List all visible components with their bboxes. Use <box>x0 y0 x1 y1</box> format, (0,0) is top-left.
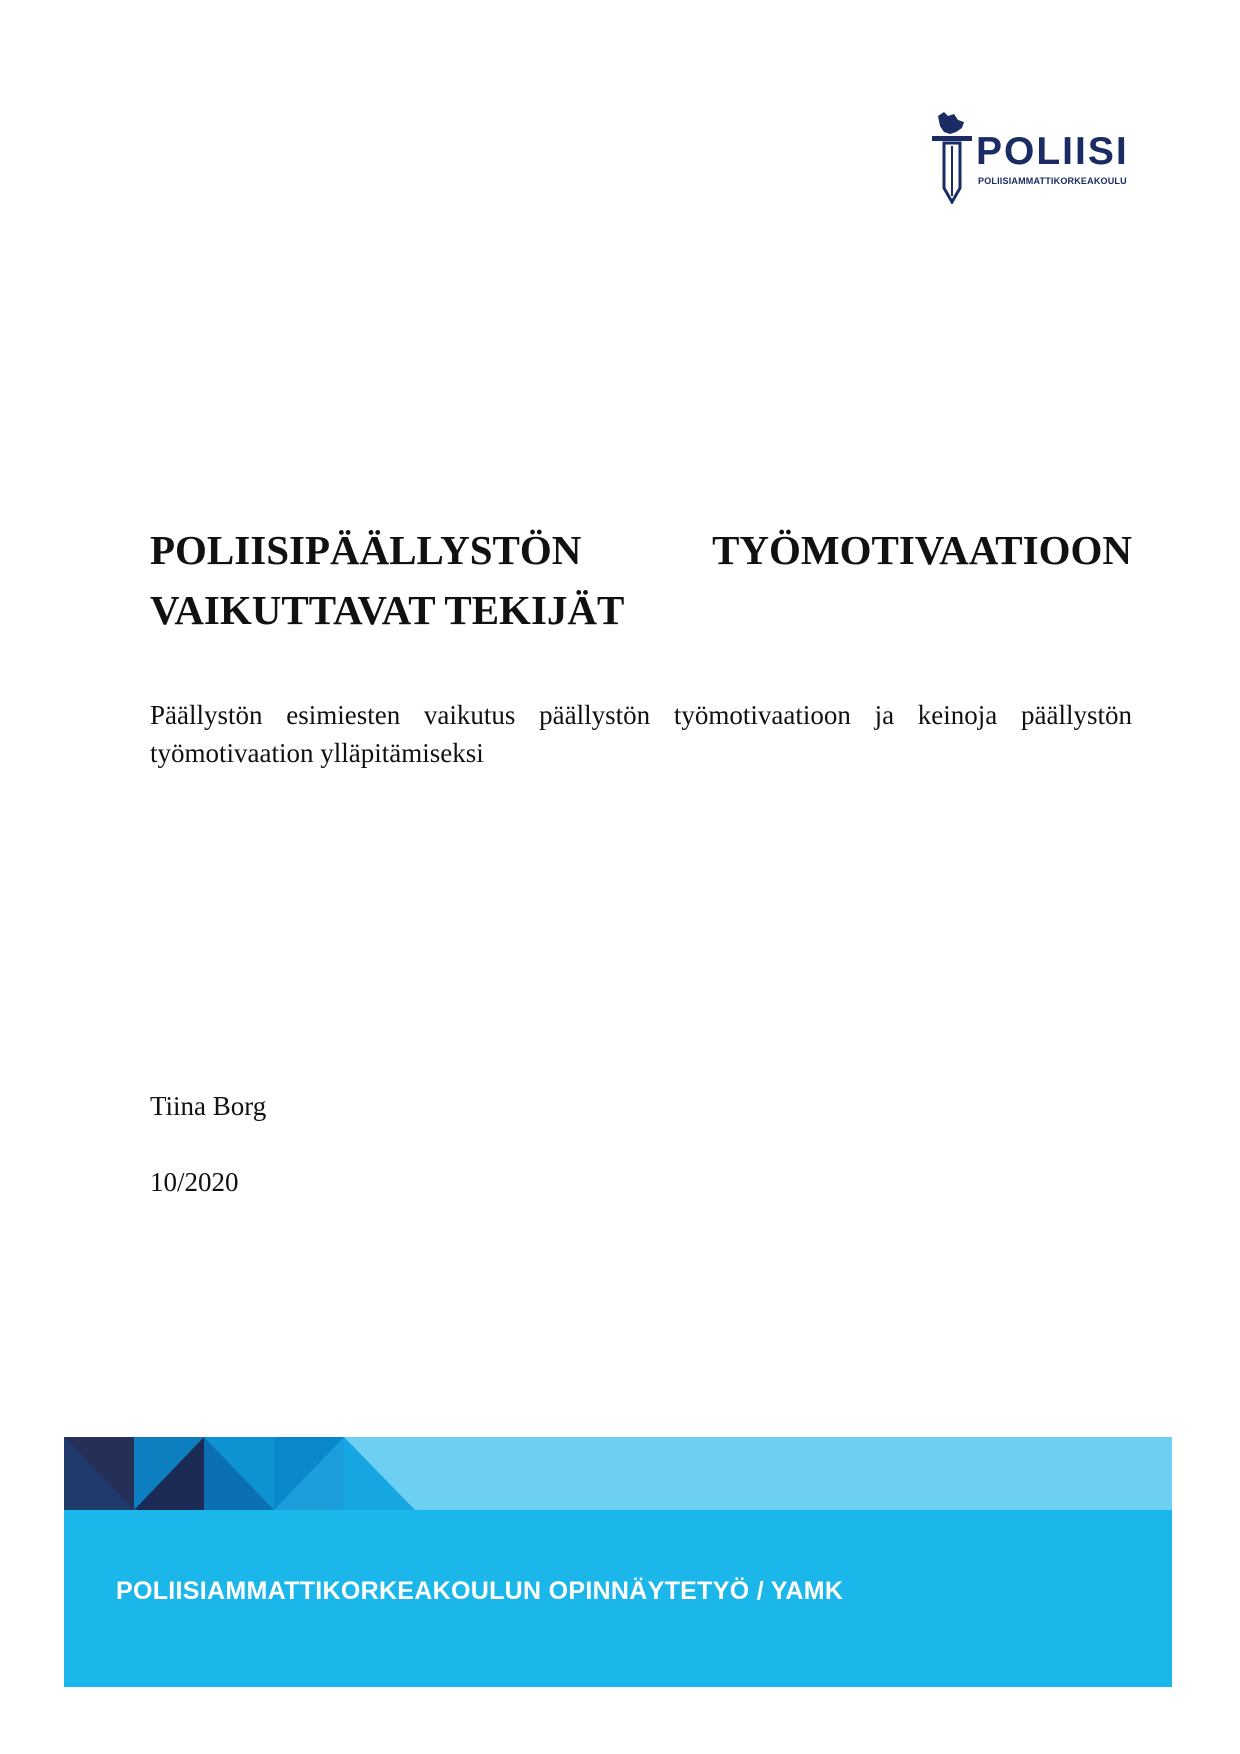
police-emblem-icon <box>930 110 974 204</box>
thesis-subtitle: Päällystön esimiesten vaikutus päällystön työmotivaatioon ja keinoja päällystön työmotivaation ylläpitämiseksi <box>150 700 1132 768</box>
poliisi-logo <box>930 110 1136 210</box>
thesis-title: POLIISIPÄÄLLYSTÖN TYÖMOTIVAATIOON VAIKUTTAVAT TEKIJÄT <box>150 527 1132 633</box>
footer-banner <box>64 1437 1172 1687</box>
publication-date: 10/2020 <box>150 1167 239 1197</box>
banner-triangles-graphic <box>64 1437 1172 1687</box>
footer-label: POLIISIAMMATTIKORKEAKOULUN OPINNÄYTETYÖ / YAMK <box>116 1577 844 1605</box>
logo-subtitle: POLIISIAMMATTIKORKEAKOULU <box>978 176 1127 186</box>
author-name: Tiina Borg <box>150 1091 267 1121</box>
logo-wordmark: POLIISI <box>976 130 1129 173</box>
